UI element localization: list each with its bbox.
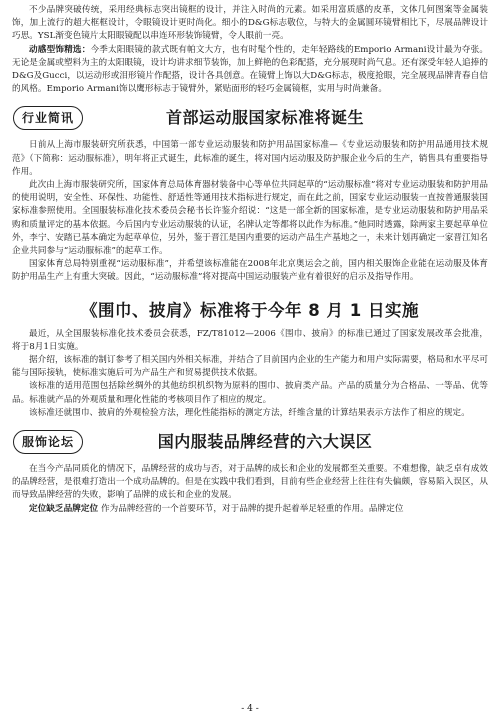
intro-paragraph-2 — [12, 44, 488, 97]
paragraph-lead: 定位缺乏品牌定位 — [29, 503, 99, 514]
article-scarf-standard — [12, 328, 488, 420]
section-tag-industry-news: 行业简讯 — [13, 106, 83, 130]
article-paragraph: 最近，从全国服装标准化技术委员会获悉，FZ/T81012—2006《围巾、披肩》的标准已通过了国家发展改革会批准，将于8月1日实施。 — [12, 328, 488, 352]
article-paragraph: 据介绍，该标准的制订参考了相关国内外相关标准，并结合了目前国内企业的生产能力和用户实际需要，格局和水平尽可能与国际接轨，使标准实施后可为产品生产和贸易提供技术依据。 — [12, 355, 488, 379]
article-paragraph: 此次由上海市服装研究所，国家体育总局体育器材装备中心等单位共同起草的“运动服标准”将对专业运动服装和防护用品的使用说明，安全性、环保性、功能性、舒适性等通用技术指标进行规定，而在此之前，国家专业运动服装一直按普通服装国家标准参照使用。全国服装标准化技术委员会秘书长许鉴介绍说：“这是一部全新的国家标准，是专业运动服装和防护用品采购和质量评定的基本依据。今后国内专业运动服装的认证，名牌认定等都将以此作为标准。”他同时透露，除两家主要起草单位外，李宁、安踏已基本确定为起草单位，另外，鉴于晋江是国内重要的运动产品生产基地之一，未来计划再确定一家晋江知名企业共同参与“运动服标准”的起草工作。 — [12, 180, 488, 257]
paragraph-lead: 动感型饰精选： — [29, 44, 91, 55]
intro-block — [12, 4, 488, 96]
section-header-fashion-forum — [12, 426, 488, 458]
paragraph-text: 作为品牌经营的一个首要环节，对于品牌的提升起着举足轻重的作用。品牌定位 — [100, 503, 404, 514]
intro-paragraph-1: 不少品牌突破传统，采用经典标志突出镜框的设计，并注入时尚的元素。如采用富质感的皮革，文体几何图案等金属装饰，加上流行的超大框框设计，令眼镜设计更时尚化。细小的D&G标志敬位，与特大的金属圆环镜臂相比下，尽展品牌设计巧思。YSL渐变色镜片太阳眼镜配以串连环形装饰镜臂，令人眼前一亮。 — [12, 5, 488, 42]
article-paragraph — [12, 503, 488, 516]
section-title-sportswear-standard: 首部运动服国家标准将诞生 — [165, 108, 364, 128]
page-number: - 4 - — [241, 704, 259, 714]
article-paragraph: 日前从上海市服装研究所获悉，中国第一部专业运动服装和防护用品国家标准—《专业运动服装和防护用品通用技术规范》（下简称：运动服标准），明年将正式诞生，此标准的诞生，将对国内运动服及防护服企业今后的生产，销售具有重要指导作用。 — [12, 140, 488, 177]
section-title-brand-pitfalls: 国内服装品牌经营的六大误区 — [157, 432, 373, 452]
paragraph-text: 今季太阳眼镜的款式既有帕文大方，也有时髦个性的，走年轻路线的Emporio Armani设计最为夺张。无论是金属或塑料为主的太阳眼镜，设计均讲求细节装饰，加上鲜艳的色彩配搭，充分展现时尚气息。还有深受年轻人追捧的D&G及Gucci，以运动形或泪形镜片作配搭，设计各具创意。在镜臂上饰以大D&G标志，极度抢眼，完全展现品牌青春自信的风格。Emporio Armani饰以鹰形标志于镜臂外，紧贴面形的轻巧金属镜框，实用与时尚兼备。 — [12, 44, 488, 95]
article-paragraph: 该标准的适用范围包括除丝绸外的其他纺织机织物为原料的围巾、披肩类产品。产品的质量分为合格品、一等品、优等品。标准就产品的外观质量和理化性能的考核项目作了相应的规定。 — [12, 381, 488, 405]
section-header-scarf-standard — [12, 291, 488, 323]
section-title-scarf-standard: 《围巾、披肩》标准将于今年 8 月 1 日实施 — [81, 300, 419, 320]
article-paragraph: 该标准还就围巾、披肩的外观检验方法，理化性能指标的测定方法，纤维含量的计算结果表示方法作了相应的规定。 — [29, 407, 470, 418]
article-paragraph: 国家体育总局特别重视“运动服标准”，并希望该标准能在2008年北京奥运会之前，国内相关服饰企业能在运动服及体育防护用品生产上有重大突破。因此，“运动服标准”将对提高中国运动服装产业有着很好的启示及指导作用。 — [12, 259, 488, 283]
section-header-industry-news — [12, 102, 488, 134]
article-brand-pitfalls — [12, 463, 488, 516]
article-paragraph: 在当今产品同质化的情况下，品牌经营的成功与否，对于品牌的成长和企业的发展都至关重要。不难想像，缺乏卓有成效的品牌经营，是很难打造出一个成功品牌的。但是在实践中我们看到，目前有些企业经营上往往有失偏颇，容易陷入误区，从而导致品牌经营的失败，影响了品牌的成长和企业的发展。 — [12, 464, 488, 501]
section-tag-fashion-forum: 服饰论坛 — [13, 430, 83, 454]
article-sportswear-standard — [12, 139, 488, 284]
